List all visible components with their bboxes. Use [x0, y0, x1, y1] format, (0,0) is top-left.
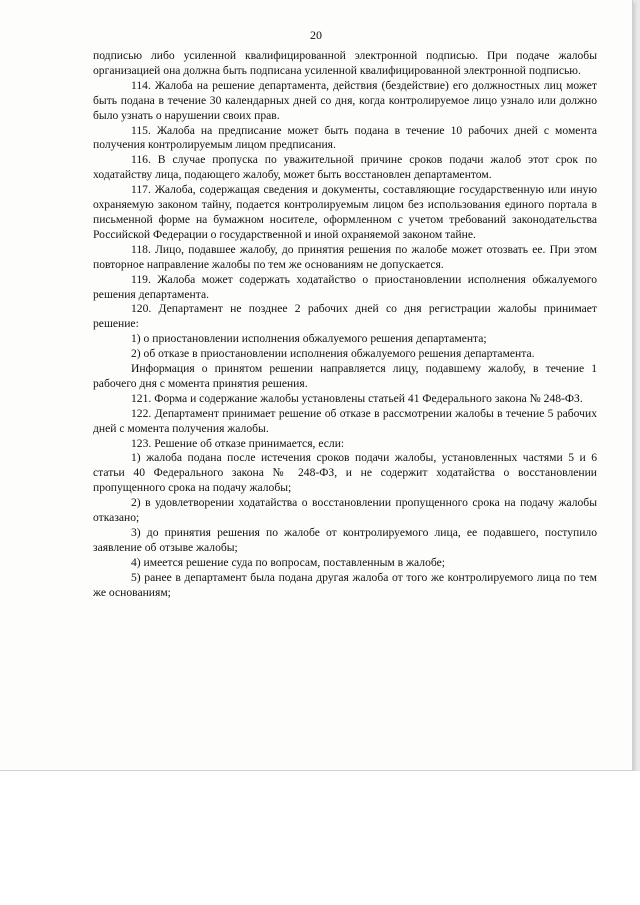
paragraph: 5) ранее в департамент была подана другая жалоба от того же контролируемого лица по тем же основаниям;	[93, 570, 597, 599]
page-number: 20	[310, 28, 322, 42]
paragraph: подписью либо усиленной квалифицированной электронной подписью. При подаче жалобы организацией она должна быть подписана усиленной квалифицированной электронной подписью.	[93, 49, 597, 77]
paragraph: 1) жалоба подана после истечения сроков подачи жалобы, установленных частями 5 и 6 статьи 40 Федерального закона № 248-ФЗ, и не содержит ходатайства о восстановлении пропущенного срока на подачу жалобы;	[93, 451, 597, 495]
paragraph: 118. Лицо, подавшее жалобу, до принятия решения по жалобе может отозвать ее. При этом повторное направление жалобы по тем же основаниям не допускается.	[93, 242, 597, 271]
paragraph: 119. Жалоба может содержать ходатайство о приостановлении исполнения обжалуемого решения департамента.	[93, 272, 597, 301]
paragraph: 120. Департамент не позднее 2 рабочих дней со дня регистрации жалобы принимает решение:	[93, 302, 597, 331]
blank-area	[0, 771, 640, 905]
paragraph: 2) в удовлетворении ходатайства о восстановлении пропущенного срока на подачу жалобы отказано;	[93, 496, 597, 525]
paragraph: 3) до принятия решения по жалобе от контролируемого лица, ее подавшего, поступило заявление об отзыве жалобы;	[93, 526, 597, 554]
paragraph: 114. Жалоба на решение департамента, действия (бездействие) его должностных лиц может быть подана в течение 30 календарных дней со дня, когда контролируемое лицо узнало или должно было узнать о нарушении своих прав.	[93, 78, 597, 122]
paragraph: 121. Форма и содержание жалобы установлены статьей 41 Федерального закона № 248-ФЗ.	[131, 391, 583, 405]
paragraph: 117. Жалоба, содержащая сведения и документы, составляющие государственную или иную охраняемую законом тайну, подается контролируемым лицом без использования единого портала в письменной форме на бумажном носителе, оформленном с учетом требований законодательства Российской Федерации о государственной и иной охраняемой законом тайне.	[93, 183, 597, 241]
paragraph: 122. Департамент принимает решение об отказе в рассмотрении жалобы в течение 5 рабочих дней с момента получения жалобы.	[93, 406, 597, 435]
paragraph: 115. Жалоба на предписание может быть подана в течение 10 рабочих дней с момента получения контролируемым лицом предписания.	[93, 123, 597, 152]
paragraph: Информация о принятом решении направляется лицу, подавшему жалобу, в течение 1 рабочего дня с момента принятия решения.	[93, 362, 597, 390]
paragraph: 4) имеется решение суда по вопросам, поставленным в жалобе;	[131, 555, 445, 569]
paragraph: 1) о приостановлении исполнения обжалуемого решения департамента;	[131, 332, 487, 346]
paragraph: 123. Решение об отказе принимается, если:	[131, 436, 345, 450]
document-body	[93, 49, 597, 601]
paragraph: 2) об отказе в приостановлении исполнения обжалуемого решения департамента.	[131, 347, 535, 361]
paragraph: 116. В случае пропуска по уважительной причине сроков подачи жалоб этот срок по ходатайству лица, подающего жалобу, может быть восстановлен департаментом.	[93, 153, 597, 182]
